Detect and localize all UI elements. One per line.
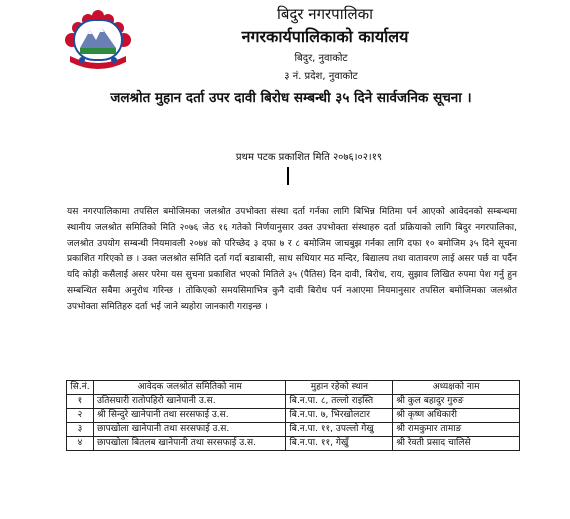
cell-sn: १ — [67, 395, 94, 409]
cell-committee: उतिसघारी रातोपहिरो खानेपानी उ.स. — [93, 395, 285, 409]
notice-body: यस नगरपालिकामा तपसिल बमोजिमका जलश्रोत उपभोक्ता संस्था दर्ता गर्नका लागि बिभिन्न मितिमा पर्न आएको आवेदनको सम्बन्धमा स्थानीय जलश्रोत समितिको मिति २०७६ जेठ १६ गतेको निर्णयानुसार उक्त उपभोक्ता संस्थाहरु दर्ता प्रक्रियाको लागि बिदुर नगरपालिका, जलश्रोत उपयोग सम्बन्धी नियमावली २०७४ को परिच्छेद ३ दफा ७ र ८ बमोजिम जाचबुझ गर्नका लागि दफा १० बमोजिम ३५ दिने सूचना प्रकाशित गरिएको छ । उक्त जलश्रोत समिति दर्ता गर्दा बडाबासी, साध सधियार मठ मन्दिर, बिद्यालय तथा वातावरण लाई असर पर्छ वा पर्दैन यदि कोही कसैलाई असर परेमा यस सुचना प्रकाशित भएको मितिले ३५ (पैतिस) दिन दावी, बिरोध, राय, सुझाव लिखित रुपमा पेश गर्नु हुन सम्बन्धित सबैमा अनुरोध गरिन्छ । तोकिएको समयसिमाभित्र कुनै दावी बिरोध पर्न नआएमा नियमानुसार तपसिल बमोजिमका जलश्रोत उपभोक्ता समितिहरु दर्ता भई जाने ब्यहोरा जानकारी गराइन्छ । — [67, 207, 517, 312]
cell-committee: छापखोला बितलब खानेपानी तथा सरसफाई उ.स. — [93, 437, 285, 451]
cell-location: बि.न.पा. ११, गेखुँ — [286, 437, 393, 451]
cell-chairperson: श्री कुल बहादुर गुरुङ — [393, 395, 520, 409]
cell-committee: छापखोला खानेपानी तथा सरसफाई उ.स. — [93, 423, 285, 437]
cell-location: बि.न.पा. ७, भिरखोलटार — [286, 409, 393, 423]
header-source-location: मुहान रहेको स्थान — [286, 381, 393, 395]
office-name: नगरकार्यपालिकाको कार्यालय — [241, 27, 409, 46]
header-committee: आवेदक जलश्रोत समितिको नाम — [93, 381, 285, 395]
cell-chairperson: श्री रेवती प्रसाद चालिसे — [393, 437, 520, 451]
cell-location: बि.न.पा. ८, तल्लो राइस्ति — [286, 395, 393, 409]
cell-chairperson: श्री रामकुमार तामाङ — [393, 423, 520, 437]
cell-sn: २ — [67, 409, 94, 423]
table-row — [67, 423, 520, 437]
province-line: ३ नं. प्रदेश, नुवाकोट — [284, 71, 358, 82]
committee-table — [66, 380, 520, 451]
table-row — [67, 409, 520, 423]
header-chairperson: अध्यक्षको नाम — [393, 381, 520, 395]
header-sn: सि.नं. — [67, 381, 94, 395]
table-row — [67, 437, 520, 451]
notice-title: जलश्रोत मुहान दर्ता उपर दावी बिरोध सम्बन्धी ३५ दिने सार्वजनिक सूचना । — [110, 90, 472, 106]
published-date: प्रथम पटक प्रकाशित मिति २०७६।०२।१९ — [235, 152, 383, 163]
table-header-row — [67, 381, 520, 395]
cell-chairperson: श्री कृष्ण अधिकारी — [393, 409, 520, 423]
office-address: बिदुर, नुवाकोट — [294, 53, 348, 64]
cell-sn: ४ — [67, 437, 94, 451]
cell-location: बि.न.पा. ११, उपल्लो गेखु — [286, 423, 393, 437]
municipality-name: बिदुर नगरपालिका — [276, 5, 374, 23]
cell-sn: ३ — [67, 423, 94, 437]
table-row — [67, 395, 520, 409]
text-cursor — [287, 167, 289, 185]
cell-committee: श्री सिन्दुरे खानेपानी तथा सरसफाई उ.स. — [93, 409, 285, 423]
